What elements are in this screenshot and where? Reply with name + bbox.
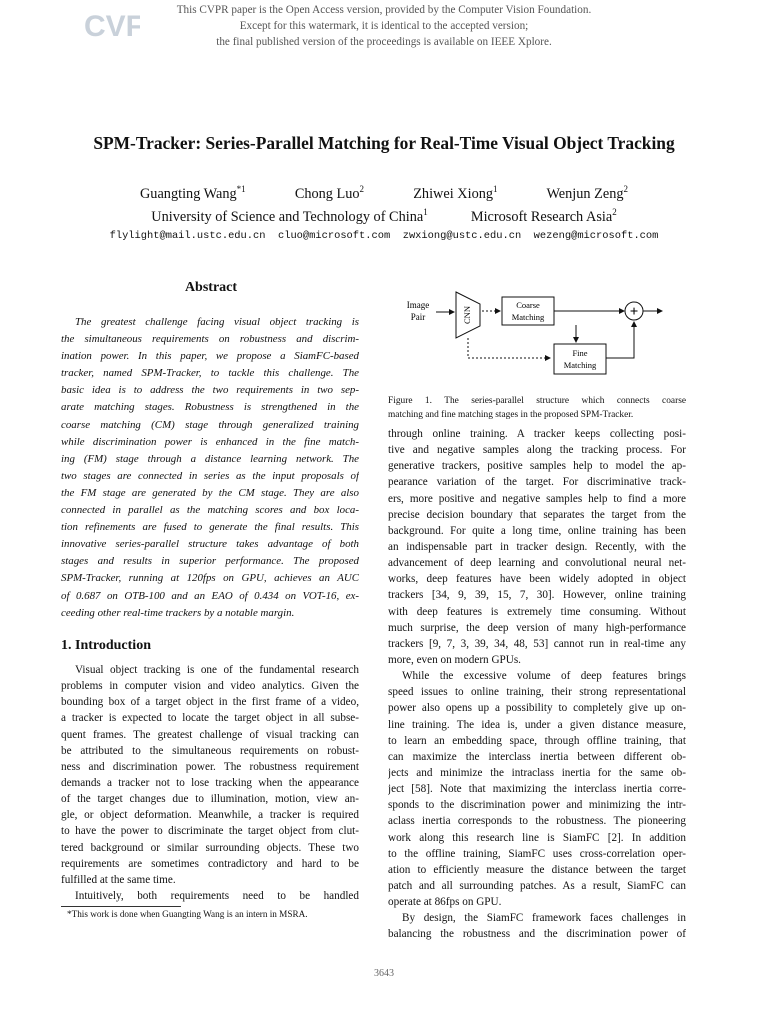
abstract-line: coarse matching (CM) stage through generalized training (61, 418, 359, 431)
abstract-line: ing (FM) stage through a distance learning network. The (61, 452, 359, 465)
intro-line: of the target changes due to illumination, motion, view an- (61, 793, 359, 806)
fine-label-line1: Fine (572, 348, 588, 358)
abstract-line: tracker, named SPM-Tracker, to tackle this challenge. The (61, 367, 359, 380)
body-line: balancing the robustness and the discrimination power of (388, 928, 686, 941)
sum-symbol: + (629, 304, 639, 320)
fine-label-line2: Matching (563, 360, 597, 370)
abstract-line: ceeding other real-time trackers by a notable margin. (61, 606, 295, 619)
affiliation-name: Microsoft Research Asia (470, 208, 613, 225)
author-sup: *1 (236, 184, 246, 194)
body-line: an indispensable part in tracker design. Recently, with the (388, 540, 686, 553)
abstract-line: innovative series-parallel structure takes advantage of both (61, 538, 359, 551)
paper-title: SPM-Tracker: Series-Parallel Matching for Real-Time Visual Object Tracking (93, 133, 675, 153)
cnn-to-fine-arrow (468, 338, 550, 358)
cnn-label: CNN (461, 306, 472, 324)
cvf-logo-text: CVF (84, 10, 140, 40)
email-address: zwxiong@ustc.edu.cn (402, 230, 522, 242)
figure-1-diagram (396, 290, 686, 380)
coarse-label-line1: Coarse (516, 300, 540, 310)
abstract-line: basic idea is to address the two requirements in two sep- (61, 384, 359, 397)
body-line: By design, the SiamFC framework faces challenges in (402, 912, 686, 925)
section-heading-introduction: 1. Introduction (61, 638, 151, 653)
intro-line: Visual object tracking is one of the fundamental research (75, 664, 359, 676)
body-line: through online training. A tracker keeps collecting posi- (388, 428, 686, 440)
abstract-line: the simultaneous requirements on robustness and discrim- (61, 333, 359, 346)
affiliation-sup: 2 (612, 207, 617, 217)
body-line: trackers [9, 7, 3, 39, 34, 48, 53] cannot run in real-time any (388, 637, 686, 650)
intro-line: demands a tracker not to lose tracking when the appearance (61, 776, 359, 789)
right-column-body (388, 426, 686, 943)
body-line: much surprise, the deep version of many high-performance (388, 621, 686, 634)
watermark-line: This CVPR paper is the Open Access version, provided by the Computer Vision Foundation. (176, 4, 592, 16)
body-line: tive and negative samples along the tracking process. For (388, 444, 686, 457)
figure-1-caption (388, 394, 686, 422)
body-line: with deep features is extremely time consuming. Without (388, 605, 686, 618)
author-list (0, 184, 768, 203)
abstract-line: while discrimination power is enhanced in the fine match- (61, 435, 359, 448)
introduction-body (61, 662, 359, 904)
body-line: patch and all surrounding patches. As a result, SiamFC can (388, 879, 686, 892)
author-name: Wenjun Zeng (546, 185, 624, 202)
author-sup: 2 (359, 184, 365, 194)
body-line: precise decision boundary that separates the target from the (388, 508, 686, 521)
abstract-line: two stages are connected in series as the input proposals of (61, 469, 359, 482)
affiliation-name: University of Science and Technology of China (151, 208, 424, 225)
abstract-line: arate matching stages. Robustness is strengthened in the (61, 401, 359, 414)
body-line: aclass inertia corresponds to the robustness. The pioneering (388, 815, 686, 828)
body-line: jects and minimize the intraclass inertia for the same ob- (388, 766, 686, 779)
intro-line: problems in computer vision and video analytics. Given the (61, 680, 359, 693)
input-label-line2: Pair (410, 312, 426, 322)
watermark-line: the final published version of the proceedings is available on IEEE Xplore. (216, 36, 552, 48)
body-line: speed issues to online training, their strong representational (388, 686, 686, 699)
body-line: pearance variation of the target. For discriminative track- (388, 476, 686, 489)
body-line: While the excessive volume of deep features brings (402, 670, 686, 683)
abstract-heading: Abstract (184, 280, 238, 295)
abstract-body (61, 314, 359, 622)
abstract-line: stages and results in superior performance. The proposed (61, 555, 359, 568)
body-line: power also opens up a possibility to completely give up on- (388, 702, 686, 715)
intro-line: fulfilled at the same time. (61, 873, 176, 886)
affiliation-sup: 1 (423, 207, 428, 217)
affiliation-list (0, 207, 768, 226)
body-line: sponds to the discrimination power and minimizing the intr- (388, 799, 686, 812)
author-name: Guangting Wang (139, 185, 237, 202)
body-line: background. For quite a long time, online training has been (388, 524, 686, 537)
body-line: trackers [34, 9, 39, 15, 7, 30]. However, online training (388, 589, 686, 602)
author-name: Zhiwei Xiong (413, 185, 494, 202)
intro-line: requirements are sometimes contradictory and hard to be (61, 857, 359, 870)
fine-to-sum-arrow (606, 322, 634, 358)
abstract-line: SPM-Tracker, running at 120fps on GPU, achieves an AUC (61, 572, 359, 585)
watermark-notice (0, 2, 768, 50)
body-line: ject [58]. Note that maximizing the interclass inertia corre- (388, 783, 686, 796)
abstract-line: tion refinements are fused to generate the final results. This (61, 521, 359, 534)
abstract-line: The greatest challenge facing visual object tracking is (75, 316, 359, 328)
coarse-label-line2: Matching (511, 312, 545, 322)
email-address: wezeng@microsoft.com (533, 230, 659, 242)
intro-line: a tracker is expected to locate the target object in all subse- (61, 712, 359, 725)
intro-line: ness and discrimination power. The robustness requirement (61, 760, 359, 773)
body-line: to the offline training, SiamFC uses cross-correlation oper- (388, 847, 686, 860)
body-line: advancement of deep learning and convolutional neural net- (388, 557, 686, 570)
caption-line: matching and fine matching stages in the proposed SPM-Tracker. (388, 410, 634, 420)
caption-line: Figure 1. The series-parallel structure which connects coarse (388, 396, 686, 406)
intro-line: to have the power to discriminate the target object from clut- (61, 825, 359, 838)
body-line: generative trackers, positive samples help to model the ap- (388, 460, 686, 473)
abstract-line: the FM stage are generated by the CM stage. They are also (61, 486, 359, 499)
footnote: *This work is done when Guangting Wang is an intern in MSRA. (67, 909, 308, 919)
body-line: works, deep features have been widely adopted in object (388, 573, 686, 586)
watermark-line: Except for this watermark, it is identical to the accepted version; (239, 20, 529, 32)
body-line: ers, more positive and negative samples help to find a more (388, 492, 686, 505)
abstract-line: connected in parallel as the matching scores and box loca- (61, 504, 359, 517)
author-sup: 2 (623, 184, 628, 194)
email-list (0, 230, 768, 242)
body-line: operate at 86fps on GPU. (388, 896, 502, 909)
body-line: line training. The idea is, under a given distance measure, (388, 718, 686, 731)
intro-line: tered background or similar surrounding objects. These two (61, 841, 359, 854)
page-number: 3643 (374, 968, 394, 979)
body-line: ation to efficiently measure the distance between the target (388, 863, 686, 876)
body-line: to learn an embedding space, through offline training, that (388, 734, 686, 747)
intro-line: quent frames. The greatest challenge of visual tracking can (61, 728, 359, 741)
author-name: Chong Luo (294, 185, 360, 202)
footnote-rule (61, 906, 181, 907)
email-address: flylight@mail.ustc.edu.cn (109, 230, 266, 242)
abstract-line: ination power. In this paper, we propose a SiamFC-based (61, 350, 359, 363)
body-line: more, even on modern GPUs. (388, 653, 521, 666)
body-line: work along this research line is SiamFC [2]. In addition (388, 831, 686, 844)
email-address: cluo@microsoft.com (277, 230, 391, 242)
input-label-line1: Image (406, 300, 430, 310)
intro-line: bounding box of a target object in the first frame of a video, (61, 696, 359, 709)
intro-line: be attributed to the simultaneous requirements on robust- (61, 744, 359, 757)
body-line: can maximize the interclass inertia between different ob- (388, 750, 686, 763)
intro-line: gle, or object deformation. Meanwhile, a tracker is required (61, 809, 359, 822)
author-sup: 1 (493, 184, 498, 194)
abstract-line: of 0.687 on OTB-100 and an EAO of 0.434 on VOT-16, ex- (61, 589, 359, 602)
intro-line: Intuitively, both requirements need to be handled (75, 889, 359, 902)
